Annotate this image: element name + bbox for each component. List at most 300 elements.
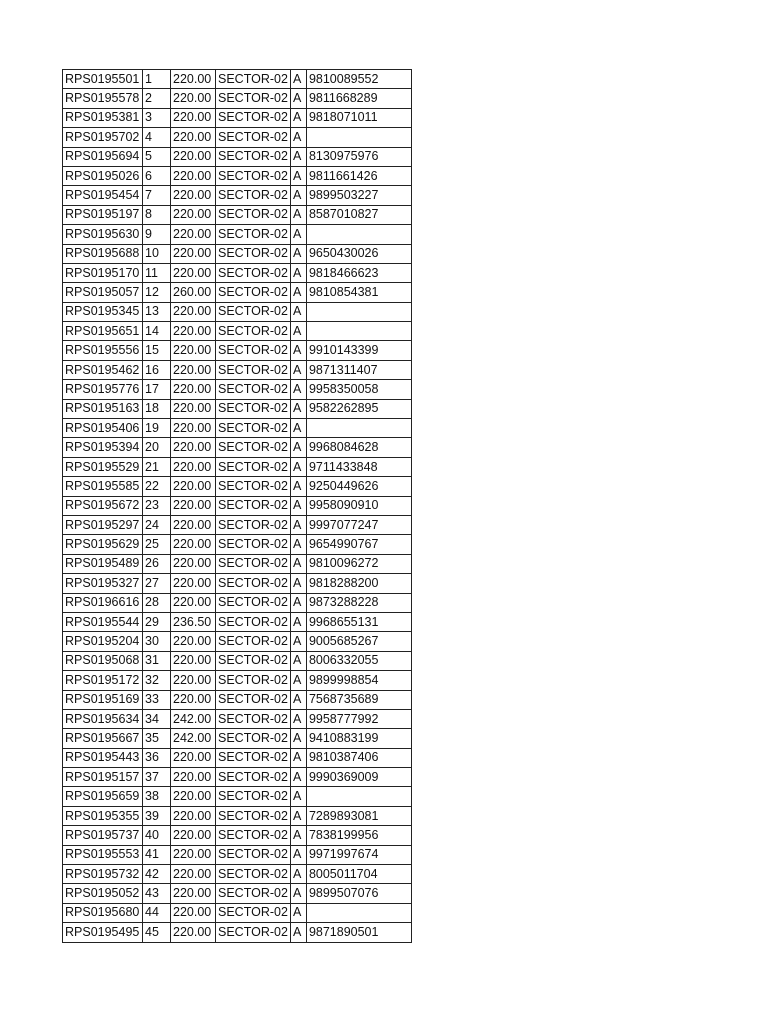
phone-number-cell: [306, 903, 411, 922]
serial-number-cell: 18: [143, 399, 171, 418]
table-row: [63, 787, 412, 806]
serial-number-cell: 24: [143, 515, 171, 534]
phone-number-cell: 9990369009: [306, 768, 411, 787]
category-cell: A: [290, 574, 306, 593]
serial-number-cell: 40: [143, 826, 171, 845]
phone-number-cell: 9810387406: [306, 748, 411, 767]
record-id-cell: RPS0195297: [63, 515, 143, 534]
phone-number-cell: 9005685267: [306, 632, 411, 651]
amount-cell: 220.00: [171, 554, 216, 573]
category-cell: A: [290, 496, 306, 515]
amount-cell: 220.00: [171, 865, 216, 884]
serial-number-cell: 28: [143, 593, 171, 612]
table-row: [63, 690, 412, 709]
serial-number-cell: 19: [143, 419, 171, 438]
amount-cell: 220.00: [171, 632, 216, 651]
serial-number-cell: 17: [143, 380, 171, 399]
amount-cell: 220.00: [171, 515, 216, 534]
phone-number-cell: 9958350058: [306, 380, 411, 399]
table-row: [63, 574, 412, 593]
table-row: [63, 225, 412, 244]
category-cell: A: [290, 690, 306, 709]
amount-cell: 242.00: [171, 709, 216, 728]
sector-cell: SECTOR-02: [216, 244, 291, 263]
category-cell: A: [290, 438, 306, 457]
phone-number-cell: [306, 302, 411, 321]
amount-cell: 220.00: [171, 225, 216, 244]
amount-cell: 220.00: [171, 70, 216, 89]
table-row: [63, 535, 412, 554]
category-cell: A: [290, 128, 306, 147]
phone-number-cell: 9873288228: [306, 593, 411, 612]
record-id-cell: RPS0195629: [63, 535, 143, 554]
amount-cell: 220.00: [171, 748, 216, 767]
record-id-cell: RPS0195688: [63, 244, 143, 263]
phone-number-cell: 9810096272: [306, 554, 411, 573]
phone-number-cell: 9997077247: [306, 515, 411, 534]
sector-cell: SECTOR-02: [216, 515, 291, 534]
amount-cell: 220.00: [171, 496, 216, 515]
serial-number-cell: 16: [143, 360, 171, 379]
table-row: [63, 903, 412, 922]
category-cell: A: [290, 341, 306, 360]
phone-number-cell: 9818288200: [306, 574, 411, 593]
phone-number-cell: 9899998854: [306, 671, 411, 690]
phone-number-cell: 9250449626: [306, 477, 411, 496]
amount-cell: 220.00: [171, 147, 216, 166]
category-cell: A: [290, 612, 306, 631]
amount-cell: 220.00: [171, 477, 216, 496]
serial-number-cell: 30: [143, 632, 171, 651]
record-id-cell: RPS0195026: [63, 166, 143, 185]
amount-cell: 220.00: [171, 768, 216, 787]
table-row: [63, 612, 412, 631]
amount-cell: 220.00: [171, 806, 216, 825]
table-row: [63, 89, 412, 108]
table-row: [63, 399, 412, 418]
category-cell: A: [290, 89, 306, 108]
record-id-cell: RPS0195556: [63, 341, 143, 360]
data-table: [62, 69, 412, 943]
record-id-cell: RPS0195394: [63, 438, 143, 457]
sector-cell: SECTOR-02: [216, 806, 291, 825]
table-row: [63, 147, 412, 166]
serial-number-cell: 22: [143, 477, 171, 496]
sector-cell: SECTOR-02: [216, 768, 291, 787]
serial-number-cell: 34: [143, 709, 171, 728]
serial-number-cell: 5: [143, 147, 171, 166]
record-id-cell: RPS0195489: [63, 554, 143, 573]
category-cell: A: [290, 806, 306, 825]
sector-cell: SECTOR-02: [216, 574, 291, 593]
category-cell: A: [290, 419, 306, 438]
phone-number-cell: 9871890501: [306, 923, 411, 942]
record-id-cell: RPS0195355: [63, 806, 143, 825]
record-id-cell: RPS0195659: [63, 787, 143, 806]
table-row: [63, 632, 412, 651]
record-id-cell: RPS0195345: [63, 302, 143, 321]
category-cell: A: [290, 457, 306, 476]
phone-number-cell: 8006332055: [306, 651, 411, 670]
category-cell: A: [290, 302, 306, 321]
sector-cell: SECTOR-02: [216, 147, 291, 166]
amount-cell: 220.00: [171, 457, 216, 476]
amount-cell: 220.00: [171, 574, 216, 593]
category-cell: A: [290, 205, 306, 224]
phone-number-cell: 9654990767: [306, 535, 411, 554]
record-id-cell: RPS0195169: [63, 690, 143, 709]
category-cell: A: [290, 477, 306, 496]
amount-cell: 220.00: [171, 671, 216, 690]
sector-cell: SECTOR-02: [216, 612, 291, 631]
serial-number-cell: 37: [143, 768, 171, 787]
serial-number-cell: 21: [143, 457, 171, 476]
sector-cell: SECTOR-02: [216, 709, 291, 728]
serial-number-cell: 32: [143, 671, 171, 690]
sector-cell: SECTOR-02: [216, 438, 291, 457]
record-id-cell: RPS0195737: [63, 826, 143, 845]
table-row: [63, 244, 412, 263]
category-cell: A: [290, 671, 306, 690]
sector-cell: SECTOR-02: [216, 360, 291, 379]
sector-cell: SECTOR-02: [216, 108, 291, 127]
sector-cell: SECTOR-02: [216, 554, 291, 573]
sector-cell: SECTOR-02: [216, 283, 291, 302]
phone-number-cell: 9810089552: [306, 70, 411, 89]
record-id-cell: RPS0195406: [63, 419, 143, 438]
category-cell: A: [290, 845, 306, 864]
sector-cell: SECTOR-02: [216, 632, 291, 651]
serial-number-cell: 23: [143, 496, 171, 515]
sector-cell: SECTOR-02: [216, 380, 291, 399]
record-id-cell: RPS0195454: [63, 186, 143, 205]
serial-number-cell: 35: [143, 729, 171, 748]
serial-number-cell: 12: [143, 283, 171, 302]
sector-cell: SECTOR-02: [216, 89, 291, 108]
table-row: [63, 671, 412, 690]
amount-cell: 220.00: [171, 903, 216, 922]
sector-cell: SECTOR-02: [216, 263, 291, 282]
amount-cell: 220.00: [171, 322, 216, 341]
serial-number-cell: 45: [143, 923, 171, 942]
category-cell: A: [290, 322, 306, 341]
phone-number-cell: 7838199956: [306, 826, 411, 845]
record-id-cell: RPS0195443: [63, 748, 143, 767]
amount-cell: 220.00: [171, 186, 216, 205]
amount-cell: 220.00: [171, 399, 216, 418]
table-row: [63, 128, 412, 147]
phone-number-cell: 7568735689: [306, 690, 411, 709]
table-row: [63, 380, 412, 399]
phone-number-cell: 9811668289: [306, 89, 411, 108]
amount-cell: 236.50: [171, 612, 216, 631]
sector-cell: SECTOR-02: [216, 322, 291, 341]
record-id-cell: RPS0195495: [63, 923, 143, 942]
phone-number-cell: 9650430026: [306, 244, 411, 263]
category-cell: A: [290, 554, 306, 573]
phone-number-cell: 9871311407: [306, 360, 411, 379]
category-cell: A: [290, 768, 306, 787]
table-row: [63, 360, 412, 379]
serial-number-cell: 33: [143, 690, 171, 709]
record-id-cell: RPS0195776: [63, 380, 143, 399]
table-row: [63, 826, 412, 845]
sector-cell: SECTOR-02: [216, 884, 291, 903]
amount-cell: 242.00: [171, 729, 216, 748]
record-id-cell: RPS0195553: [63, 845, 143, 864]
serial-number-cell: 41: [143, 845, 171, 864]
serial-number-cell: 29: [143, 612, 171, 631]
phone-number-cell: 9971997674: [306, 845, 411, 864]
record-id-cell: RPS0195578: [63, 89, 143, 108]
table-row: [63, 205, 412, 224]
sector-cell: SECTOR-02: [216, 341, 291, 360]
category-cell: A: [290, 903, 306, 922]
sector-cell: SECTOR-02: [216, 399, 291, 418]
serial-number-cell: 27: [143, 574, 171, 593]
amount-cell: 220.00: [171, 787, 216, 806]
category-cell: A: [290, 787, 306, 806]
table-row: [63, 186, 412, 205]
category-cell: A: [290, 884, 306, 903]
phone-number-cell: 9899507076: [306, 884, 411, 903]
record-id-cell: RPS0196616: [63, 593, 143, 612]
record-id-cell: RPS0195694: [63, 147, 143, 166]
amount-cell: 220.00: [171, 341, 216, 360]
record-id-cell: RPS0195172: [63, 671, 143, 690]
table-row: [63, 729, 412, 748]
category-cell: A: [290, 593, 306, 612]
sector-cell: SECTOR-02: [216, 302, 291, 321]
sector-cell: SECTOR-02: [216, 70, 291, 89]
category-cell: A: [290, 263, 306, 282]
amount-cell: 260.00: [171, 283, 216, 302]
record-id-cell: RPS0195651: [63, 322, 143, 341]
record-id-cell: RPS0195544: [63, 612, 143, 631]
sector-cell: SECTOR-02: [216, 593, 291, 612]
sector-cell: SECTOR-02: [216, 903, 291, 922]
record-id-cell: RPS0195501: [63, 70, 143, 89]
phone-number-cell: [306, 419, 411, 438]
record-id-cell: RPS0195381: [63, 108, 143, 127]
table-row: [63, 865, 412, 884]
amount-cell: 220.00: [171, 244, 216, 263]
record-id-cell: RPS0195052: [63, 884, 143, 903]
table-row: [63, 108, 412, 127]
amount-cell: 220.00: [171, 205, 216, 224]
phone-number-cell: [306, 128, 411, 147]
sector-cell: SECTOR-02: [216, 457, 291, 476]
serial-number-cell: 25: [143, 535, 171, 554]
amount-cell: 220.00: [171, 535, 216, 554]
sector-cell: SECTOR-02: [216, 419, 291, 438]
serial-number-cell: 15: [143, 341, 171, 360]
category-cell: A: [290, 360, 306, 379]
phone-number-cell: [306, 322, 411, 341]
amount-cell: 220.00: [171, 923, 216, 942]
phone-number-cell: 9410883199: [306, 729, 411, 748]
category-cell: A: [290, 70, 306, 89]
record-id-cell: RPS0195157: [63, 768, 143, 787]
phone-number-cell: 9582262895: [306, 399, 411, 418]
record-id-cell: RPS0195667: [63, 729, 143, 748]
phone-number-cell: 9811661426: [306, 166, 411, 185]
record-id-cell: RPS0195585: [63, 477, 143, 496]
amount-cell: 220.00: [171, 128, 216, 147]
phone-number-cell: 8005011704: [306, 865, 411, 884]
table-row: [63, 651, 412, 670]
category-cell: A: [290, 826, 306, 845]
category-cell: A: [290, 729, 306, 748]
category-cell: A: [290, 283, 306, 302]
record-id-cell: RPS0195068: [63, 651, 143, 670]
table-row: [63, 496, 412, 515]
table-row: [63, 477, 412, 496]
sector-cell: SECTOR-02: [216, 535, 291, 554]
record-id-cell: RPS0195057: [63, 283, 143, 302]
serial-number-cell: 42: [143, 865, 171, 884]
amount-cell: 220.00: [171, 380, 216, 399]
amount-cell: 220.00: [171, 263, 216, 282]
amount-cell: 220.00: [171, 690, 216, 709]
record-id-cell: RPS0195327: [63, 574, 143, 593]
amount-cell: 220.00: [171, 419, 216, 438]
serial-number-cell: 10: [143, 244, 171, 263]
record-id-cell: RPS0195672: [63, 496, 143, 515]
sector-cell: SECTOR-02: [216, 166, 291, 185]
record-id-cell: RPS0195732: [63, 865, 143, 884]
sector-cell: SECTOR-02: [216, 923, 291, 942]
phone-number-cell: 9810854381: [306, 283, 411, 302]
serial-number-cell: 13: [143, 302, 171, 321]
table-body: [63, 70, 412, 943]
sector-cell: SECTOR-02: [216, 748, 291, 767]
serial-number-cell: 20: [143, 438, 171, 457]
sector-cell: SECTOR-02: [216, 496, 291, 515]
serial-number-cell: 4: [143, 128, 171, 147]
category-cell: A: [290, 748, 306, 767]
amount-cell: 220.00: [171, 166, 216, 185]
sector-cell: SECTOR-02: [216, 225, 291, 244]
sector-cell: SECTOR-02: [216, 865, 291, 884]
phone-number-cell: 9910143399: [306, 341, 411, 360]
serial-number-cell: 7: [143, 186, 171, 205]
phone-number-cell: 9958777992: [306, 709, 411, 728]
table-row: [63, 554, 412, 573]
table-row: [63, 302, 412, 321]
table-row: [63, 457, 412, 476]
sector-cell: SECTOR-02: [216, 690, 291, 709]
category-cell: A: [290, 651, 306, 670]
phone-number-cell: 9818071011: [306, 108, 411, 127]
serial-number-cell: 26: [143, 554, 171, 573]
table-row: [63, 419, 412, 438]
serial-number-cell: 9: [143, 225, 171, 244]
sector-cell: SECTOR-02: [216, 729, 291, 748]
category-cell: A: [290, 399, 306, 418]
record-id-cell: RPS0195462: [63, 360, 143, 379]
table-row: [63, 341, 412, 360]
record-id-cell: RPS0195630: [63, 225, 143, 244]
phone-number-cell: 9818466623: [306, 263, 411, 282]
amount-cell: 220.00: [171, 89, 216, 108]
sector-cell: SECTOR-02: [216, 651, 291, 670]
phone-number-cell: 9958090910: [306, 496, 411, 515]
table-row: [63, 70, 412, 89]
category-cell: A: [290, 515, 306, 534]
amount-cell: 220.00: [171, 360, 216, 379]
category-cell: A: [290, 244, 306, 263]
serial-number-cell: 39: [143, 806, 171, 825]
record-id-cell: RPS0195634: [63, 709, 143, 728]
amount-cell: 220.00: [171, 302, 216, 321]
phone-number-cell: 8130975976: [306, 147, 411, 166]
table-row: [63, 923, 412, 942]
serial-number-cell: 38: [143, 787, 171, 806]
category-cell: A: [290, 147, 306, 166]
record-id-cell: RPS0195702: [63, 128, 143, 147]
serial-number-cell: 11: [143, 263, 171, 282]
table-row: [63, 593, 412, 612]
table-row: [63, 748, 412, 767]
category-cell: A: [290, 186, 306, 205]
phone-number-cell: 9968084628: [306, 438, 411, 457]
phone-number-cell: 8587010827: [306, 205, 411, 224]
table-row: [63, 768, 412, 787]
record-id-cell: RPS0195204: [63, 632, 143, 651]
phone-number-cell: 9968655131: [306, 612, 411, 631]
amount-cell: 220.00: [171, 884, 216, 903]
phone-number-cell: 7289893081: [306, 806, 411, 825]
table-row: [63, 438, 412, 457]
table-row: [63, 515, 412, 534]
sector-cell: SECTOR-02: [216, 186, 291, 205]
table-row: [63, 322, 412, 341]
sector-cell: SECTOR-02: [216, 787, 291, 806]
sector-cell: SECTOR-02: [216, 671, 291, 690]
category-cell: A: [290, 225, 306, 244]
sector-cell: SECTOR-02: [216, 205, 291, 224]
serial-number-cell: 14: [143, 322, 171, 341]
amount-cell: 220.00: [171, 826, 216, 845]
amount-cell: 220.00: [171, 593, 216, 612]
category-cell: A: [290, 709, 306, 728]
serial-number-cell: 44: [143, 903, 171, 922]
serial-number-cell: 3: [143, 108, 171, 127]
serial-number-cell: 31: [143, 651, 171, 670]
category-cell: A: [290, 380, 306, 399]
serial-number-cell: 1: [143, 70, 171, 89]
serial-number-cell: 6: [143, 166, 171, 185]
record-id-cell: RPS0195529: [63, 457, 143, 476]
sector-cell: SECTOR-02: [216, 477, 291, 496]
phone-number-cell: [306, 787, 411, 806]
table-row: [63, 166, 412, 185]
category-cell: A: [290, 535, 306, 554]
category-cell: A: [290, 632, 306, 651]
amount-cell: 220.00: [171, 845, 216, 864]
sector-cell: SECTOR-02: [216, 826, 291, 845]
category-cell: A: [290, 166, 306, 185]
table-row: [63, 806, 412, 825]
serial-number-cell: 36: [143, 748, 171, 767]
record-id-cell: RPS0195197: [63, 205, 143, 224]
record-id-cell: RPS0195680: [63, 903, 143, 922]
category-cell: A: [290, 923, 306, 942]
category-cell: A: [290, 865, 306, 884]
record-id-cell: RPS0195163: [63, 399, 143, 418]
serial-number-cell: 8: [143, 205, 171, 224]
